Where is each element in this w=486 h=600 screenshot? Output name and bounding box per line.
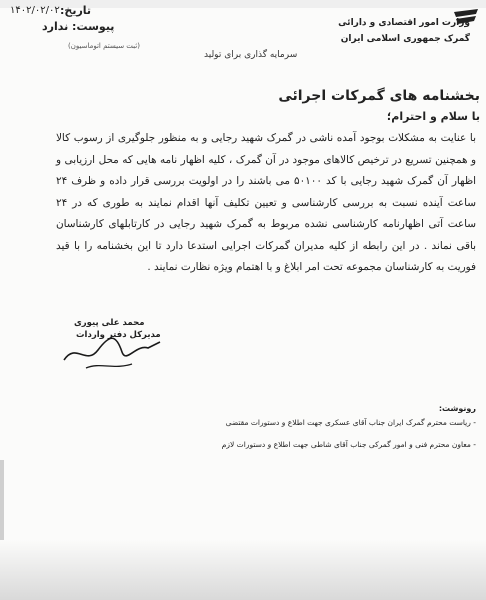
date-value: ۱۴۰۲/۰۲/۰۲ [10,5,60,16]
customs-name: گمرک جمهوری اسلامی ایران [340,34,470,44]
salutation: با سلام و احترام؛ [386,110,480,123]
body-paragraph: با عنایت به مشکلات بوجود آمده ناشی در گمرک شهید رجایی و به منظور جلوگیری از رسوب کالا و همچنین تسریع در ترخیص کالاهای موجود در آن گمرک ، کلیه اظهار نامه هایی که محل ارزیابی و اظهار آن گمرک شهید رجایی با کد ۵۰۱۰۰ می باشند را در اولویت بررسی قرار داده و ظرف ۲۴ ساعت آینده نسبت به بررسی کارشناسی و تعیین تکلیف آنها اقدام نمایند به طوری که در ۲۴ ساعت آتی اظهارنامه کارشناسی نشده مربوط به گمرک شهید رجایی در کارتابلهای کارشناسان باقی نماند . در این رابطه از کلیه مدیران گمرکات اجرایی استدعا دارد تا این بخشنامه را با قید فوریت به کارشناسان مجموعه تحت امر ابلاغ و با اهتمام ویژه نظارت نمایند . [56,132,476,273]
signatory-title: مدیرکل دفتر واردات [76,330,161,340]
attachment-label: پیوست: ندارد [42,20,115,33]
copy-to-item: - معاون محترم فنی و امور گمرکی جناب آقای شاطی جهت اطلاع و دستورات لازم [221,440,476,449]
paper-shadow [0,540,486,600]
letter-title: بخشنامه های گمرکات اجرائی [278,88,480,104]
year-slogan: سرمایه گذاری برای تولید [204,50,298,60]
date-label: تاریخ: [60,4,92,17]
copy-to-label: رونوشت: [438,404,476,413]
ministry-name: وزارت امور اقتصادی و دارائی [338,18,470,28]
copy-to-item: - ریاست محترم گمرک ایران جناب آقای عسکری جهت اطلاع و دستورات مقتضی [225,418,476,427]
system-note: (ثبت سیستم اتوماسیون) [68,42,140,50]
letter-body [56,128,476,279]
signatory-name: محمد علی پیوری [74,318,145,328]
handwritten-signature-icon [56,322,166,374]
